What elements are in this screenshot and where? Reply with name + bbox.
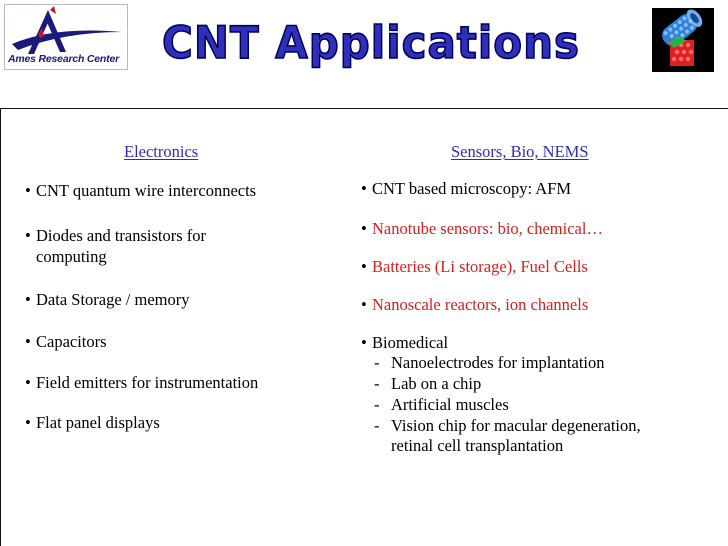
list-item (25, 289, 190, 310)
dash-icon: - (374, 416, 380, 435)
sub-list-item (374, 353, 605, 373)
list-item-text: Batteries (Li storage), Fuel Cells (372, 257, 588, 276)
bullet-icon: • (361, 179, 367, 198)
sub-list-item-text-cont: retinal cell transplantation (391, 436, 564, 455)
sub-list-item (374, 416, 641, 456)
page-title (161, 14, 581, 70)
bullet-icon: • (361, 219, 367, 238)
list-item-text-cont: computing (36, 247, 107, 266)
list-item-text: Nanotube sensors: bio, chemical… (372, 219, 603, 238)
sub-list-item-text: Vision chip for macular degeneration, (391, 416, 641, 435)
list-item (361, 178, 571, 199)
sensors-heading: Sensors, Bio, NEMS (451, 142, 589, 161)
list-item-text: Capacitors (36, 332, 107, 351)
list-item-text: Data Storage / memory (36, 290, 190, 309)
bullet-icon: • (25, 332, 31, 351)
list-item-text: Flat panel displays (36, 413, 160, 432)
list-item (361, 332, 448, 353)
list-item (25, 180, 256, 201)
list-item-text: Field emitters for instrumentation (36, 373, 259, 392)
bullet-icon: • (361, 257, 367, 276)
list-item (25, 331, 107, 352)
dash-icon: - (374, 353, 380, 372)
list-item-text: CNT based microscopy: AFM (372, 179, 572, 198)
logo-text: Ames Research Center (8, 53, 119, 65)
bullet-icon: • (25, 373, 31, 392)
sub-list-item-text: Artificial muscles (391, 395, 509, 414)
electronics-heading: Electronics (124, 142, 199, 161)
list-item (25, 372, 258, 393)
list-item-text: CNT quantum wire interconnects (36, 181, 257, 200)
bullet-icon: • (361, 295, 367, 314)
list-item-text: Nanoscale reactors, ion channels (372, 295, 589, 314)
page-title-text: CNT Applications (161, 18, 581, 70)
bullet-icon: • (25, 290, 31, 309)
bullet-icon: • (361, 333, 367, 352)
bullet-icon: • (25, 181, 31, 200)
sub-list-item (374, 395, 509, 415)
list-item (361, 218, 603, 239)
sub-list-item-text: Nanoelectrodes for implantation (391, 353, 605, 372)
list-item-text: Biomedical (372, 333, 449, 352)
sub-list-item-text: Lab on a chip (391, 374, 482, 393)
bullet-icon: • (25, 413, 31, 432)
left-border (0, 108, 1, 546)
list-item (361, 294, 588, 315)
list-item-text: Diodes and transistors for (36, 226, 207, 245)
bullet-icon: • (25, 226, 31, 245)
list-item (25, 412, 160, 433)
nanotube-image (652, 8, 714, 72)
sub-list-item (374, 374, 481, 394)
list-item (25, 225, 206, 267)
header-divider (0, 108, 728, 109)
list-item (361, 256, 588, 277)
dash-icon: - (374, 395, 380, 414)
nanotube-icon (652, 8, 714, 72)
dash-icon: - (374, 374, 380, 393)
